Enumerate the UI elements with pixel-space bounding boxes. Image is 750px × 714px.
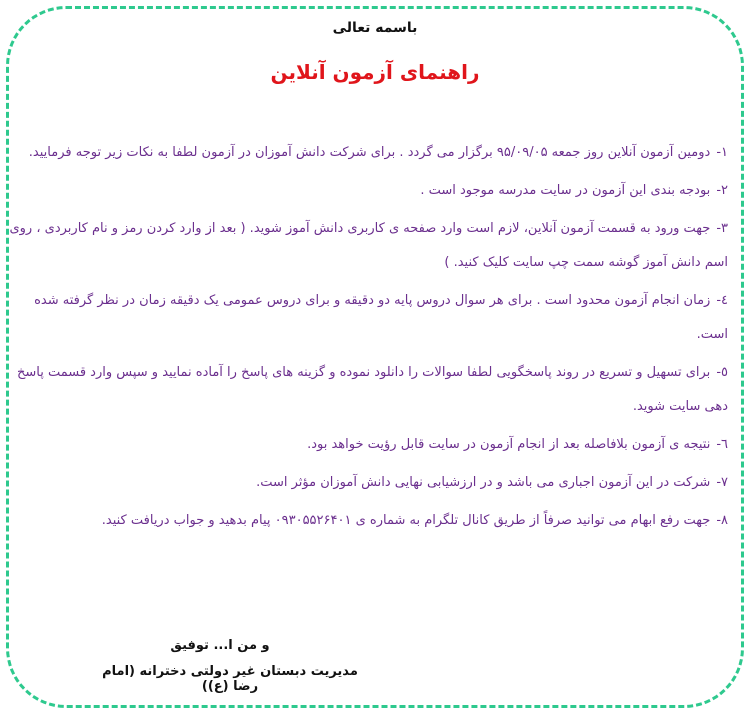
list-item (8, 212, 728, 280)
item-text: شرکت در این آزمون اجباری می باشد و در ارزشیابی نهایی دانش آموزان مؤثر است. (256, 475, 711, 490)
list-item (8, 356, 728, 424)
closing-phrase: و من ا... توفیق (170, 638, 270, 653)
list-item (8, 504, 728, 538)
item-number: ٧- (716, 475, 728, 490)
item-number: ١- (716, 145, 728, 160)
list-item (8, 174, 728, 208)
item-number: ٥- (716, 365, 728, 380)
list-item (8, 466, 728, 500)
page-title: راهنمای آزمون آنلاین (270, 60, 480, 84)
item-text: زمان انجام آزمون محدود است . برای هر سوال دروس پایه دو دقیقه و برای دروس عمومی یک دقیقه زمان در نظر گرفته شده است. (34, 293, 728, 342)
item-text: دومین آزمون آنلاین روز جمعه ۹۵/۰۹/۰۵ برگزار می گردد . برای شرکت دانش آموزان در آزمون لطفا به نکات زیر توجه فرمایید. (28, 145, 711, 160)
list-item (8, 284, 728, 352)
item-number: ٨- (716, 513, 728, 528)
item-number: ٣- (716, 221, 728, 236)
item-text: نتیجه ی آزمون بلافاصله بعد از انجام آزمون در سایت قابل رؤیت خواهد بود. (307, 437, 711, 452)
item-number: ٢- (716, 183, 728, 198)
school-signature: مدیریت دبستان غیر دولتی دخترانه (امام رضا (ع)) (102, 664, 358, 694)
item-number: ٤- (716, 293, 728, 308)
item-text: جهت رفع ابهام می توانید صرفاً از طریق کانال تلگرام به شماره ی ۰۹۳۰۵۵۲۶۴۰۱ پیام بدهید و جواب دریافت کنید. (101, 513, 711, 528)
list-item (8, 136, 728, 170)
item-text: بودجه بندی این آزمون در سایت مدرسه موجود است . (420, 183, 711, 198)
list-item (8, 428, 728, 462)
item-number: ٦- (716, 437, 728, 452)
item-text: جهت ورود به قسمت آزمون آنلاین، لازم است وارد صفحه ی کاربری دانش آموز شوید. ( بعد از وارد کردن رمز و نام کاربردی ، روی اسم دانش آموز گوشه سمت چپ سایت کلیک کنید. ) (9, 221, 728, 270)
instructions-list (8, 136, 728, 542)
item-text: برای تسهیل و تسریع در روند پاسخگویی لطفا سوالات را دانلود نموده و گزینه های پاسخ را آماده نمایید و سپس وارد قسمت پاسخ دهی سایت شوید. (16, 365, 728, 414)
bismillah-heading: باسمه تعالی (332, 20, 418, 36)
